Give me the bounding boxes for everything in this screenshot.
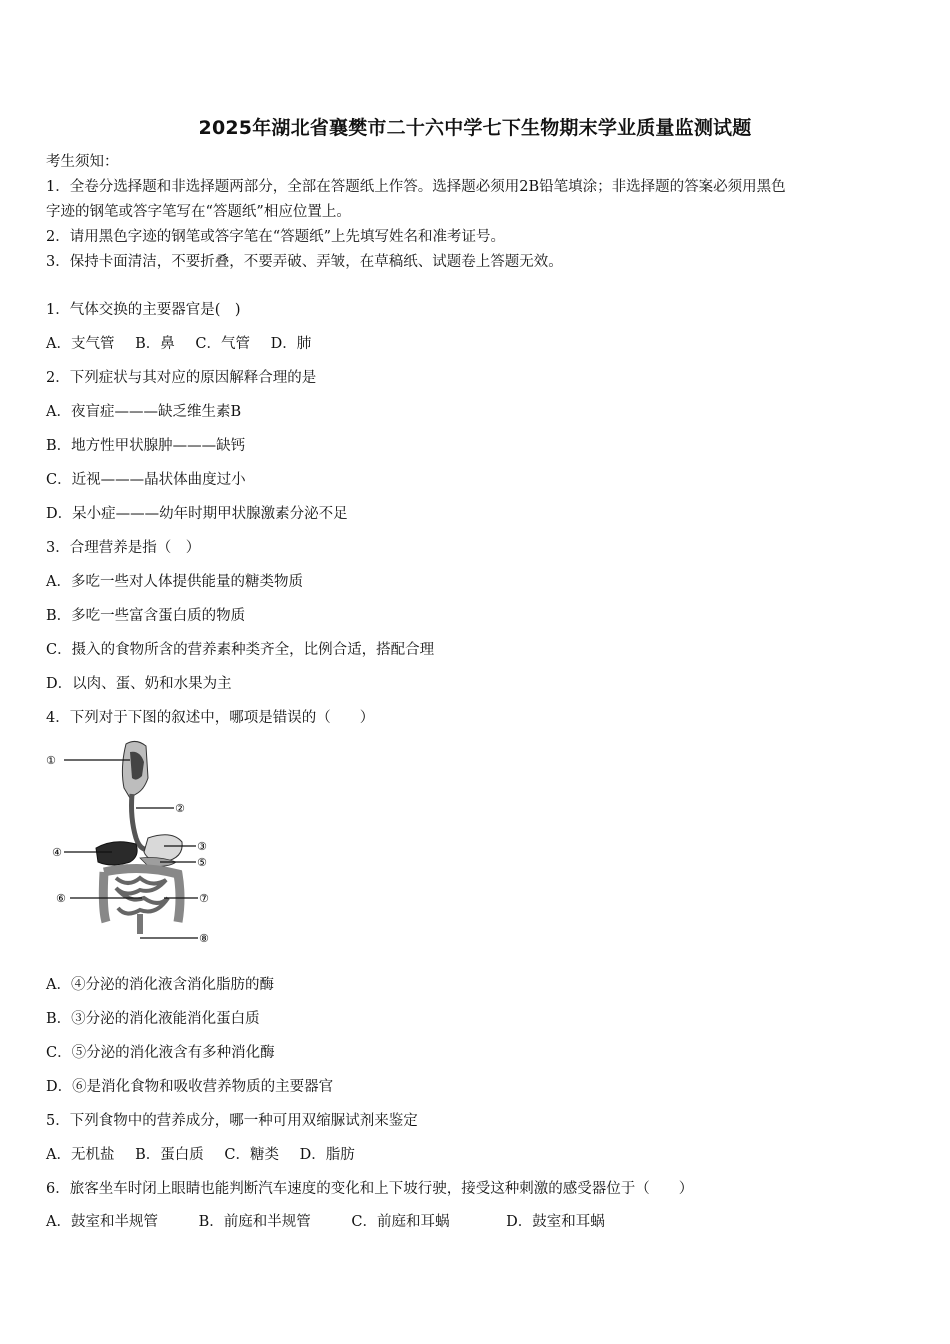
option-d[interactable]: D．肺 — [270, 336, 312, 352]
option-a[interactable]: A．夜盲症———缺乏维生素B — [46, 404, 242, 420]
question-stem-1: 1．气体交换的主要器官是( ) — [46, 302, 241, 318]
option-b[interactable]: B．前庭和半规管 — [198, 1214, 311, 1230]
notice-item: 1．全卷分选择题和非选择题两部分，全部在答题纸上作答。选择题必须用2B铅笔填涂；非选择题的答案必须用黑色 — [46, 179, 786, 195]
diagram-label-2: ② — [175, 802, 185, 815]
option-c[interactable]: C．糖类 — [224, 1147, 279, 1163]
question-stem-5: 5．下列食物中的营养成分，哪一种可用双缩脲试剂来鉴定 — [46, 1113, 418, 1129]
option-d[interactable]: D．脂肪 — [299, 1147, 355, 1163]
page-title: 2025年湖北省襄樊市二十六中学七下生物期末学业质量监测试题 — [198, 117, 752, 139]
question-options-6 — [46, 1212, 605, 1232]
question-options-1 — [46, 334, 311, 354]
option-b[interactable]: B．③分泌的消化液能消化蛋白质 — [46, 1011, 260, 1027]
question-stem-2: 2．下列症状与其对应的原因解释合理的是 — [46, 370, 317, 386]
option-d[interactable]: D．⑥是消化食物和吸收营养物质的主要器官 — [46, 1079, 334, 1095]
diagram-label-8: ⑧ — [199, 932, 209, 945]
notice-item: 3．保持卡面清洁，不要折叠，不要弄破、弄皱，在草稿纸、试题卷上答题无效。 — [46, 254, 563, 270]
diagram-label-7: ⑦ — [199, 892, 209, 905]
diagram-label-5: ⑤ — [197, 856, 207, 869]
question-stem-6: 6．旅客坐车时闭上眼睛也能判断汽车速度的变化和上下坡行驶，接受这种刺激的感受器位于（ ） — [46, 1181, 694, 1197]
question-options-5 — [46, 1145, 355, 1165]
option-a[interactable]: A．无机盐 — [46, 1147, 115, 1163]
option-a[interactable]: A．多吃一些对人体提供能量的糖类物质 — [46, 574, 303, 590]
diagram-label-4: ④ — [52, 846, 62, 859]
diagram-label-1: ① — [46, 754, 56, 767]
option-d[interactable]: D．鼓室和耳蜗 — [506, 1214, 605, 1230]
option-d[interactable]: D．呆小症———幼年时期甲状腺激素分泌不足 — [46, 506, 348, 522]
option-b[interactable]: B．多吃一些富含蛋白质的物质 — [46, 608, 246, 624]
option-a[interactable]: A．④分泌的消化液含消化脂肪的酶 — [46, 977, 274, 993]
notice-item: 字迹的钢笔或答字笔写在“答题纸”相应位置上。 — [46, 204, 351, 220]
option-a[interactable]: A．鼓室和半规管 — [46, 1214, 158, 1230]
option-b[interactable]: B．鼻 — [135, 336, 175, 352]
diagram-label-3: ③ — [197, 840, 207, 853]
notice-item: 2．请用黑色字迹的钢笔或答字笔在“答题纸”上先填写姓名和准考证号。 — [46, 229, 506, 245]
diagram-label-6: ⑥ — [56, 892, 66, 905]
option-b[interactable]: B．地方性甲状腺肿———缺钙 — [46, 438, 246, 454]
question-stem-4: 4．下列对于下图的叙述中，哪项是错误的（ ） — [46, 710, 375, 726]
option-b[interactable]: B．蛋白质 — [135, 1147, 204, 1163]
option-c[interactable]: C．气管 — [195, 336, 250, 352]
option-d[interactable]: D．以肉、蛋、奶和水果为主 — [46, 676, 232, 692]
notice-heading: 考生须知： — [46, 154, 119, 170]
question-stem-3: 3．合理营养是指（ ） — [46, 540, 201, 556]
digestive-system-diagram — [44, 738, 224, 948]
option-c[interactable]: C．近视———晶状体曲度过小 — [46, 472, 246, 488]
option-c[interactable]: C．前庭和耳蜗 — [351, 1214, 450, 1230]
option-c[interactable]: C．⑤分泌的消化液含有多种消化酶 — [46, 1045, 275, 1061]
option-c[interactable]: C．摄入的食物所含的营养素种类齐全，比例合适，搭配合理 — [46, 642, 435, 658]
option-a[interactable]: A．支气管 — [46, 336, 115, 352]
